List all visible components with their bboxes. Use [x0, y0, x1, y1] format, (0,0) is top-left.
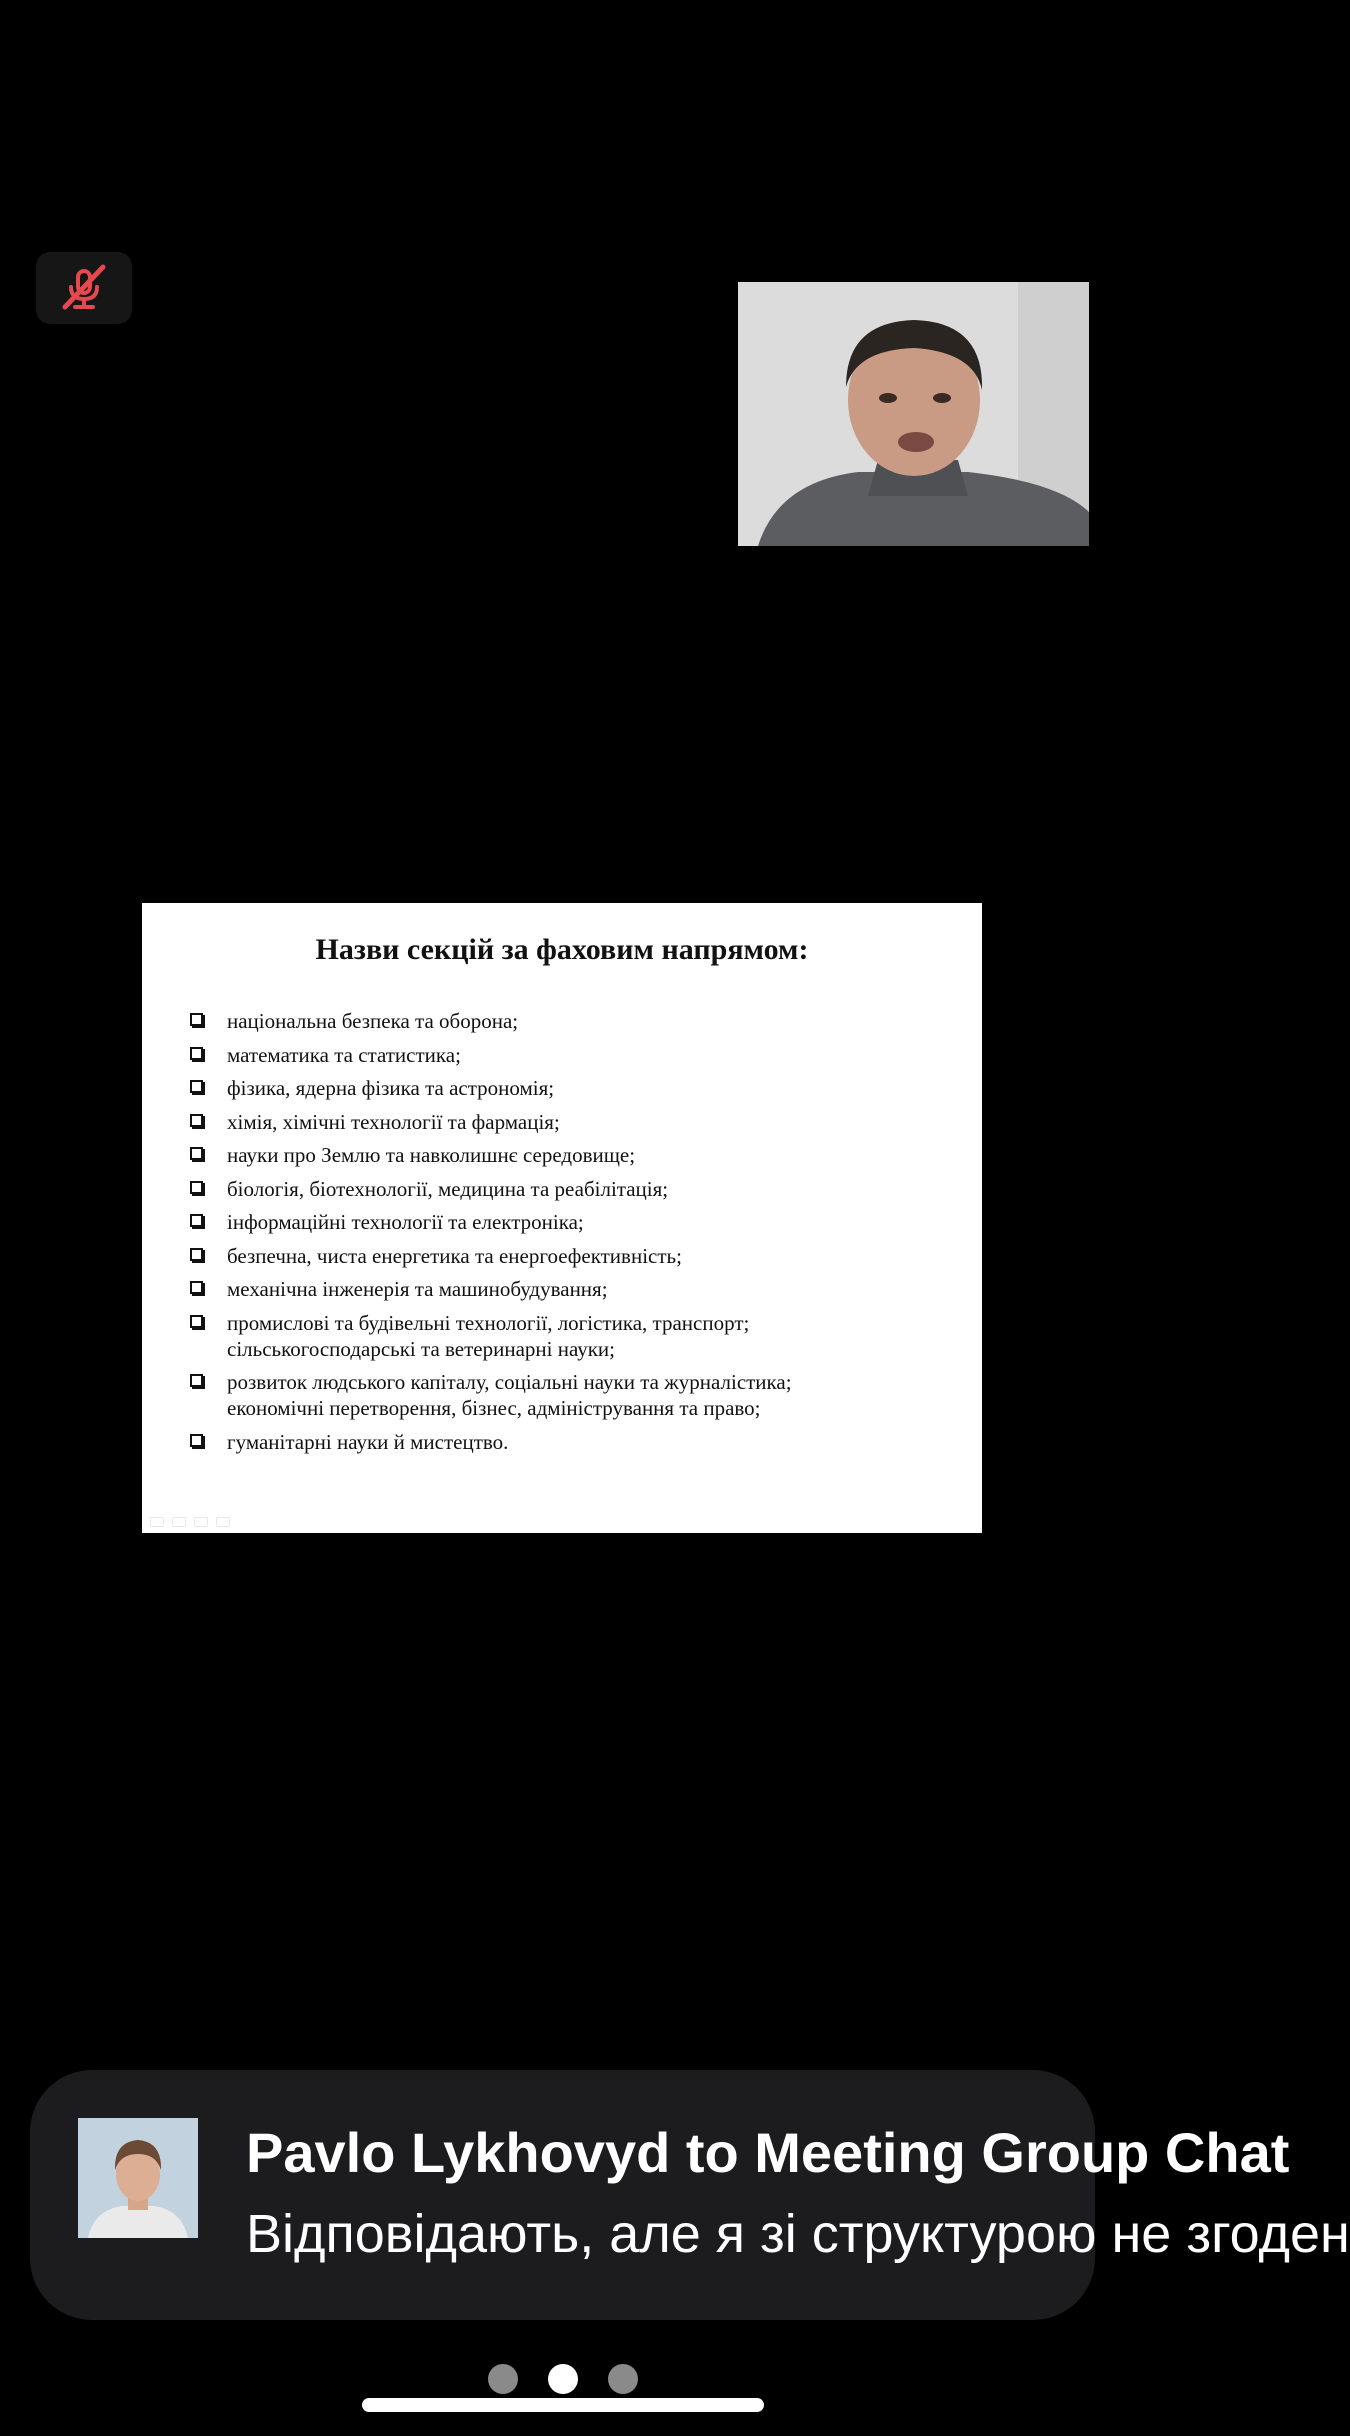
- slide-list-item-text: національна безпека та оборона;: [227, 1009, 519, 1033]
- slide-list-item: [190, 1369, 942, 1421]
- slide-list-item-text: фізика, ядерна фізика та астрономія;: [227, 1076, 555, 1100]
- toolbar-glyph: [150, 1517, 164, 1527]
- page-indicator[interactable]: [0, 2364, 1125, 2394]
- slide-list-item-text: математика та статистика;: [227, 1042, 461, 1067]
- slide-list-item: [190, 1429, 942, 1455]
- page-dot[interactable]: [608, 2364, 638, 2394]
- slide-list-item: [190, 1209, 942, 1235]
- slide-list-item: [190, 1142, 942, 1168]
- slide-list-item-text: хімія, хімічні технології та фармація;: [227, 1109, 560, 1134]
- self-video-tile[interactable]: [738, 282, 1089, 546]
- checkbox-bullet-icon: [190, 1315, 203, 1328]
- page-dot[interactable]: [488, 2364, 518, 2394]
- slide-list-item: [190, 1008, 942, 1034]
- notification-message: Відповідають, але я зі структурою не згоден: [246, 2204, 1350, 2264]
- avatar: [78, 2118, 198, 2238]
- shared-presentation-slide: [142, 903, 982, 1533]
- person-avatar-icon: [78, 2118, 198, 2238]
- slide-list-item: [190, 1243, 942, 1269]
- slide-list-item-text: інформаційні технології та електроніка;: [227, 1210, 584, 1234]
- checkbox-bullet-icon: [190, 1114, 203, 1127]
- checkbox-bullet-icon: [190, 1147, 203, 1160]
- slide-list-item-text: біологія, біотехнології, медицина та реабілітація;: [227, 1176, 669, 1201]
- checkbox-bullet-icon: [190, 1047, 203, 1060]
- slide-list-item: [190, 1176, 942, 1202]
- toolbar-glyph: [194, 1517, 208, 1527]
- checkbox-bullet-icon: [190, 1013, 203, 1026]
- slide-list-item: [190, 1075, 942, 1101]
- checkbox-bullet-icon: [190, 1214, 203, 1227]
- slide-list-item: [190, 1276, 942, 1302]
- checkbox-bullet-icon: [190, 1080, 203, 1093]
- home-indicator[interactable]: [362, 2398, 764, 2412]
- mute-status-badge[interactable]: [36, 252, 132, 324]
- checkbox-bullet-icon: [190, 1434, 203, 1447]
- slide-list-item-text: науки про Землю та навколишнє середовище;: [227, 1143, 636, 1167]
- slide-list-item: [190, 1310, 942, 1362]
- slide-list-item-text: розвиток людського капіталу, соціальні науки та журналістика; економічні перетворення, бізнес, адміністрування та право;: [227, 1370, 792, 1420]
- participant-video-image: [738, 282, 1089, 546]
- slide-annotation-toolbar: [150, 1517, 230, 1527]
- slide-list-item-text: безпечна, чиста енергетика та енергоефективність;: [227, 1243, 682, 1268]
- microphone-muted-icon: [57, 263, 111, 313]
- slide-list-item-text: гуманітарні науки й мистецтво.: [227, 1429, 509, 1454]
- slide-list-item: [190, 1042, 942, 1068]
- slide-list-item: [190, 1109, 942, 1135]
- slide-list-item-text: механічна інженерія та машинобудування;: [227, 1277, 608, 1301]
- page-dot[interactable]: [548, 2364, 578, 2394]
- checkbox-bullet-icon: [190, 1181, 203, 1194]
- checkbox-bullet-icon: [190, 1374, 203, 1387]
- checkbox-bullet-icon: [190, 1248, 203, 1261]
- checkbox-bullet-icon: [190, 1281, 203, 1294]
- notification-title: Pavlo Lykhovyd to Meeting Group Chat: [246, 2121, 1290, 2184]
- chat-notification-banner[interactable]: [30, 2070, 1350, 2320]
- toolbar-glyph: [172, 1517, 186, 1527]
- slide-title: Назви секцій за фаховим напрямом:: [315, 933, 809, 966]
- slide-bullet-list: [190, 1008, 942, 1462]
- slide-list-item-text: промислові та будівельні технології, логістика, транспорт; сільськогосподарські та ветеринарні науки;: [227, 1310, 750, 1361]
- toolbar-glyph: [216, 1517, 230, 1527]
